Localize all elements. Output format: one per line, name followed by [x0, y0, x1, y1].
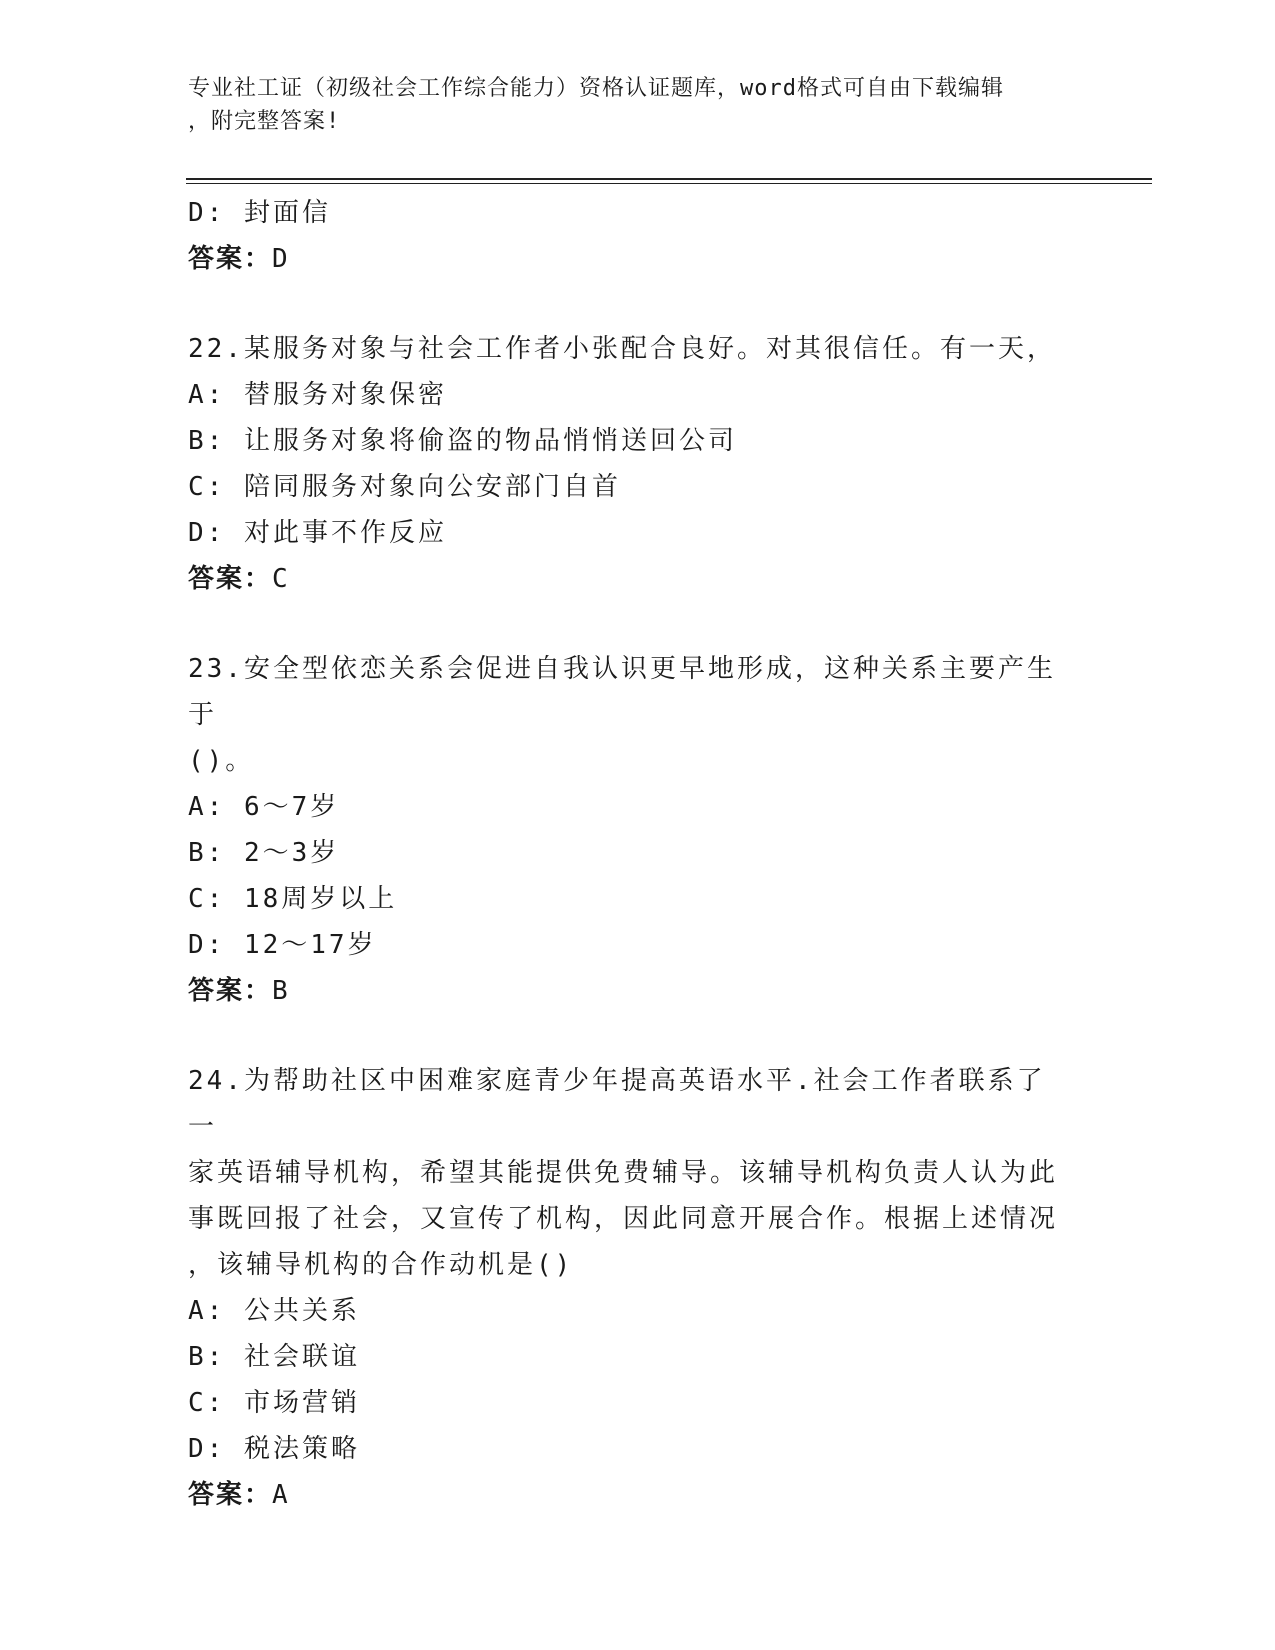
answer-line: [188, 968, 1068, 1014]
option-d: D: 税法策略: [188, 1434, 360, 1464]
option-a: A: 替服务对象保密: [188, 380, 447, 410]
question-gap: [188, 282, 1068, 326]
header-divider-thick: [186, 178, 1152, 180]
question-gap: [188, 602, 1068, 646]
option-b: B: 让服务对象将偷盗的物品悄悄送回公司: [188, 426, 737, 456]
option-b: B: 2～3岁: [188, 838, 340, 868]
option-a: A: 6～7岁: [188, 792, 340, 822]
option-c: C: 陪同服务对象向公安部门自首: [188, 472, 621, 502]
option-c: C: 18周岁以上: [188, 884, 398, 914]
answer-label: 答案：: [188, 564, 273, 594]
answer-line: [188, 236, 1068, 282]
answer-label: 答案：: [188, 244, 273, 274]
option-a: A: 公共关系: [188, 1296, 360, 1326]
answer-value: A: [272, 1480, 290, 1510]
question-23: [188, 646, 1068, 1014]
question-21-tail: [188, 190, 1068, 282]
question-22: [188, 326, 1068, 602]
option-d: D: 12～17岁: [188, 930, 377, 960]
answer-line: [188, 556, 1068, 602]
question-stem: 22.某服务对象与社会工作者小张配合良好。对其很信任。有一天，: [188, 334, 1056, 364]
question-content: [188, 190, 1068, 1518]
question-24: [188, 1058, 1068, 1518]
question-stem: 23.安全型依恋关系会促进自我认识更早地形成，这种关系主要产生于 ()。: [188, 654, 1056, 776]
header-divider-thin: [186, 183, 1152, 184]
question-stem: 24.为帮助社区中困难家庭青少年提高英语水平.社会工作者联系了一 家英语辅导机构，希望其能提供免费辅导。该辅导机构负责人认为此 事既回报了社会，又宣传了机构，因此同意开展合作。根据上述情况 ，该辅导机构的合作动机是(): [188, 1066, 1059, 1280]
option-b: B: 社会联谊: [188, 1342, 360, 1372]
page-header-title: 专业社工证（初级社会工作综合能力）资格认证题库，word格式可自由下载编辑 ，附完整答案!: [188, 76, 1004, 134]
answer-line: [188, 1472, 1068, 1518]
question-gap: [188, 1014, 1068, 1058]
option-c: C: 市场营销: [188, 1388, 360, 1418]
option-d: D: 对此事不作反应: [188, 518, 447, 548]
answer-label: 答案：: [188, 976, 273, 1006]
answer-value: B: [272, 976, 290, 1006]
answer-value: C: [272, 564, 290, 594]
answer-value: D: [272, 244, 290, 274]
option-d: D: 封面信: [188, 198, 331, 228]
answer-label: 答案：: [188, 1480, 273, 1510]
